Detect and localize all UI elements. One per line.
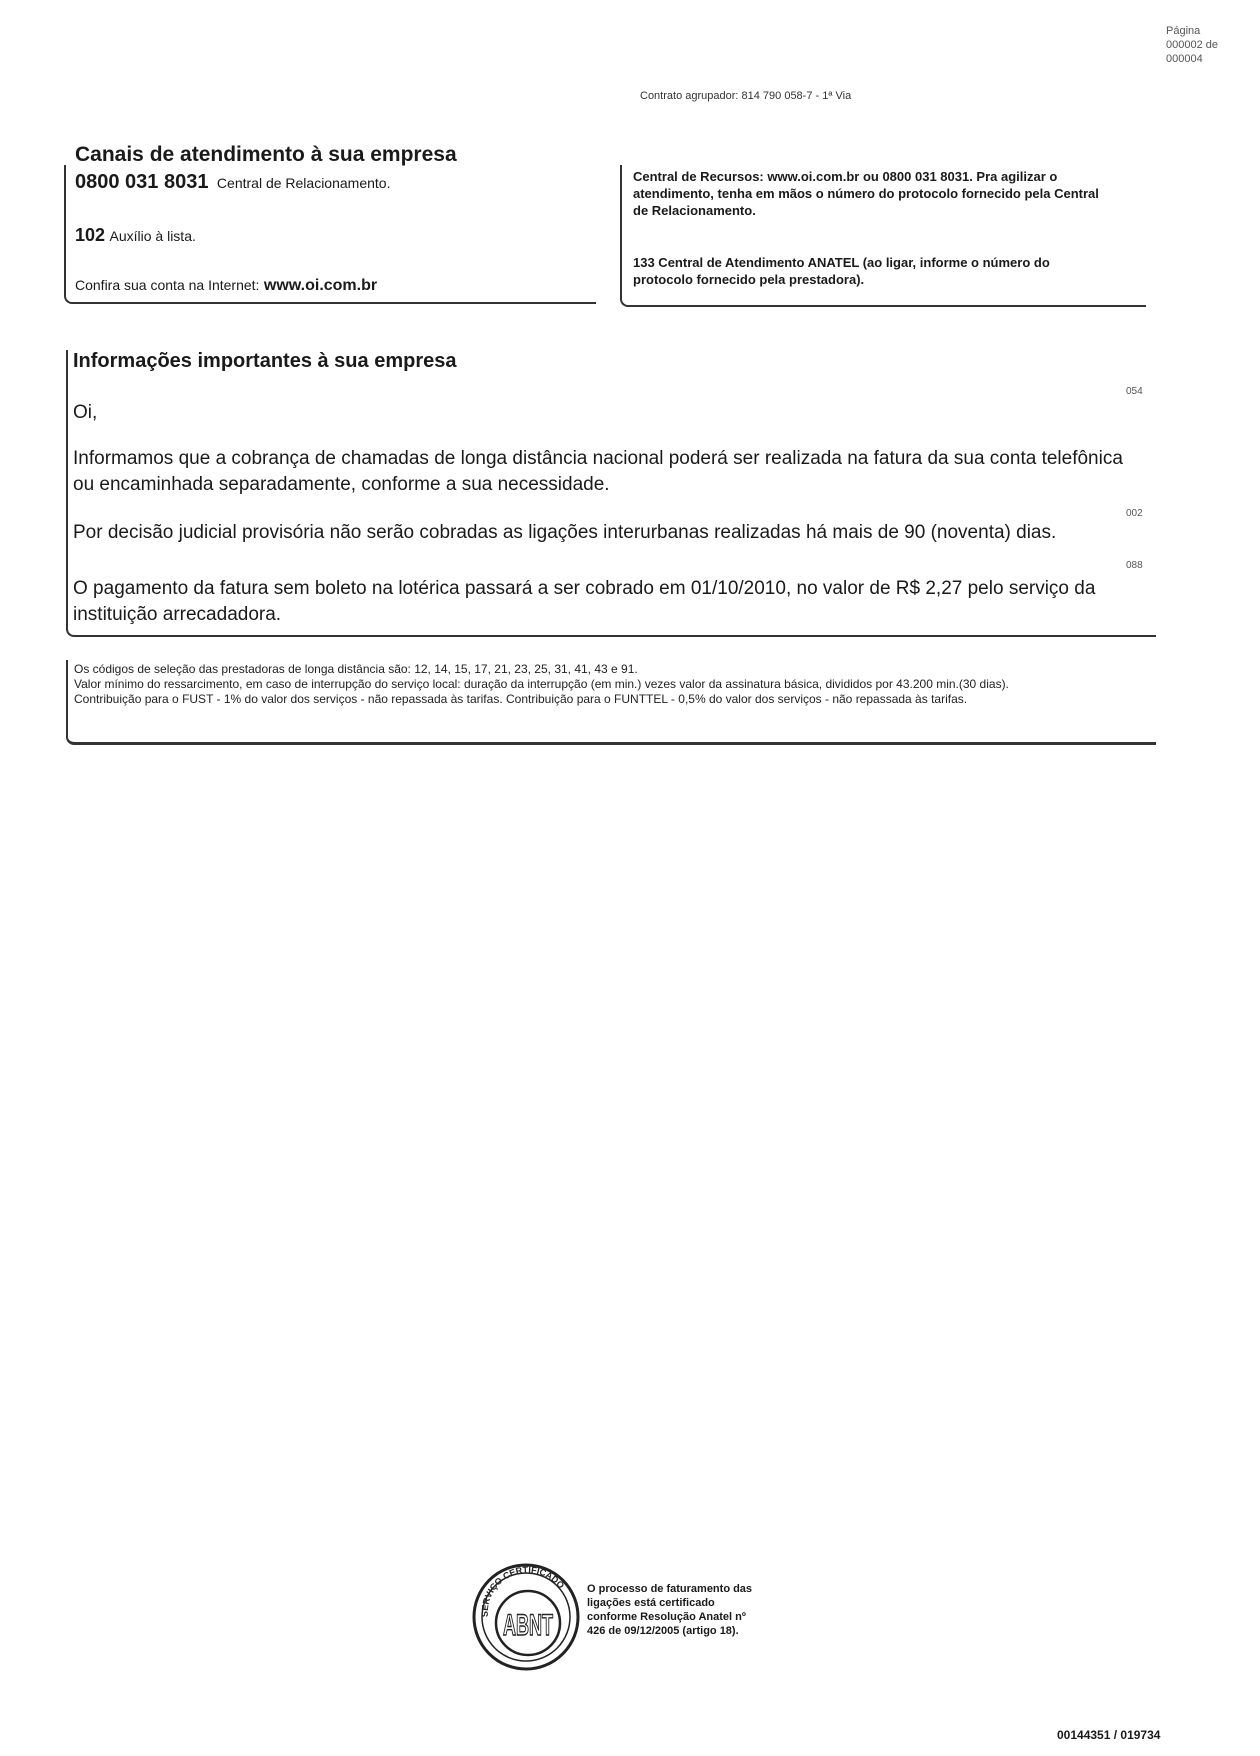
seal-caption: O processo de faturamento das ligações está certificado conforme Resolução Anatel nº 426 de 09/12/2005 (artigo 18). [587, 1583, 753, 1637]
phone1-number: 0800 031 8031 [75, 171, 209, 193]
internet-label: Confira sua conta na Internet: [75, 277, 260, 293]
abnt-seal-logo [466, 1555, 586, 1675]
seal-logo-text: ABNT [503, 1609, 553, 1642]
abnt-seal-icon [466, 1555, 586, 1675]
footer-note-codes: Os códigos de seleção das prestadoras de longa distância são: 12, 14, 15, 17, 21, 23, 25, 31, 41, 43 e 91. [74, 662, 638, 676]
canais-title: Canais de atendimento à sua empresa [75, 143, 457, 166]
info-code-2: 002 [1126, 508, 1143, 519]
page-current: 000002 [1166, 39, 1203, 51]
phone2-number: 102 [75, 225, 106, 245]
internet-row [75, 277, 377, 295]
page-sep: de [1205, 39, 1219, 51]
anatel-text: 133 Central de Atendimento ANATEL (ao ligar, informe o número do protocolo fornecido pela prestadora). [633, 255, 1050, 287]
info-paragraph-3: O pagamento da fatura sem boleto na lotérica passará a ser cobrado em 01/10/2010, no valor de R$ 2,27 pelo serviço da instituição arrecadadora. [73, 578, 1096, 625]
phone1-row [75, 171, 390, 194]
footer-note-fust: Contribuição para o FUST - 1% do valor dos serviços - não repassada às tarifas. Contribuição para o FUNTTEL - 0,5% do valor dos serviços - não repassada às tarifas. [74, 692, 968, 706]
footer-notes [74, 662, 1164, 707]
internet-url[interactable]: www.oi.com.br [263, 277, 378, 294]
phone1-label: Central de Relacionamento. [216, 175, 391, 191]
phone2-label: Auxílio à lista. [109, 228, 196, 244]
footer-note-ressarcimento: Valor mínimo do ressarcimento, em caso de interrupção do serviço local: duração da interrupção (em min.) vezes valor da assinatura básica, divididos por 43.200 min.(30 dias). [74, 677, 1009, 691]
seal-ring-text: SERVIÇO CERTIFICADO [479, 1564, 567, 1618]
info-paragraph-1: Informamos que a cobrança de chamadas de longa distância nacional poderá ser realizada na fatura da sua conta telefônica ou encaminhada separadamente, conforme a sua necessidade. [73, 448, 1123, 495]
contract-number: Contrato agrupador: 814 790 058-7 - 1ª Via [640, 90, 852, 102]
phone2-row [75, 225, 196, 246]
info-title: Informações importantes à sua empresa [73, 350, 457, 372]
document-number: 00144351 / 019734 [1057, 1728, 1161, 1742]
info-code-1: 054 [1126, 386, 1143, 397]
info-code-3: 088 [1126, 560, 1143, 571]
page-total: 000004 [1166, 53, 1203, 65]
info-paragraph-2: Por decisão judicial provisória não serão cobradas as ligações interurbanas realizadas há mais de 90 (noventa) dias. [73, 522, 1057, 543]
info-greeting: Oi, [73, 402, 98, 423]
page-label: Página [1166, 25, 1201, 37]
page-indicator [1166, 24, 1218, 66]
recursos-text: Central de Recursos: www.oi.com.br ou 0800 031 8031. Pra agilizar o atendimento, tenha em mãos o número do protocolo fornecido pela Central de Relacionamento. [633, 169, 1099, 218]
